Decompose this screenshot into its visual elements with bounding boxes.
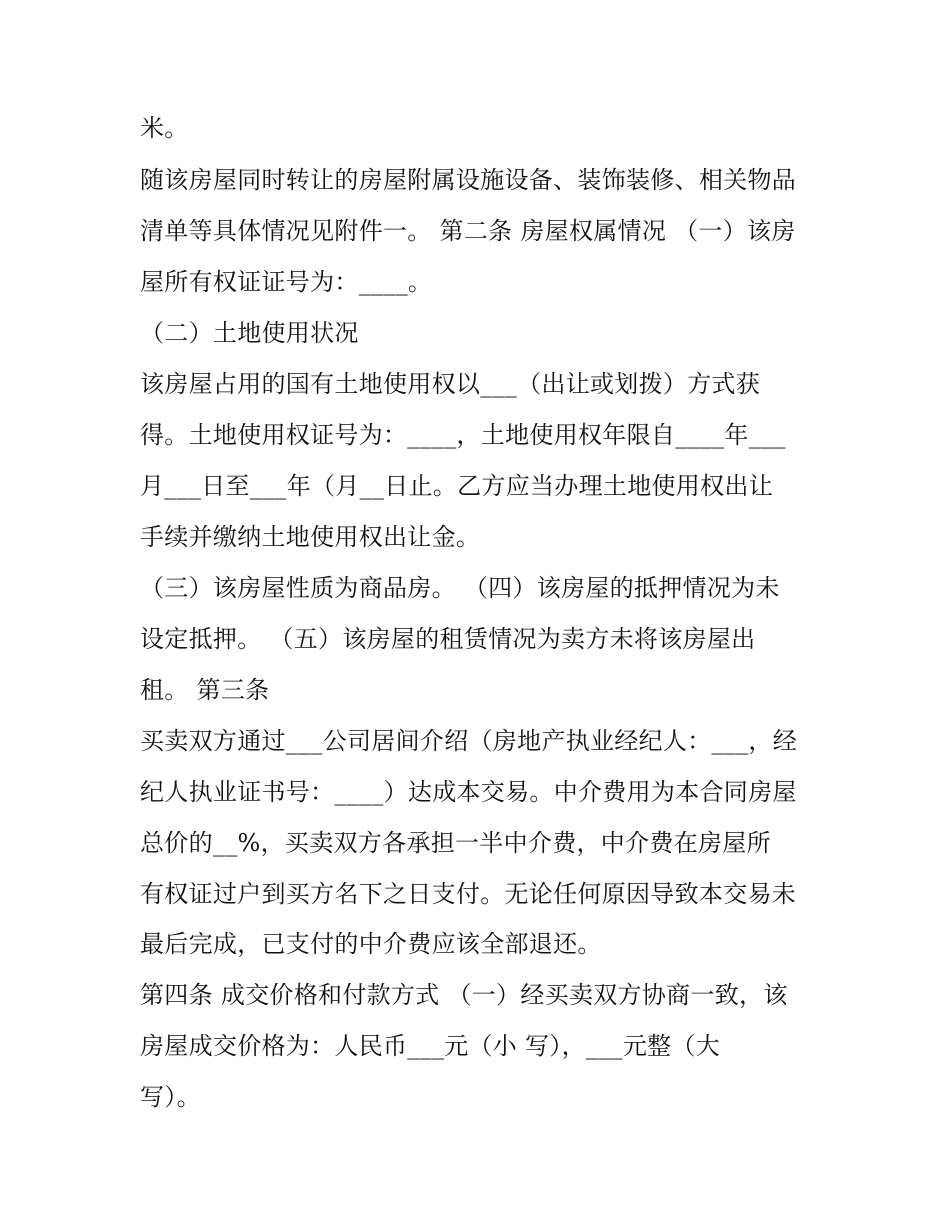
text-line: 写）。	[140, 1083, 201, 1111]
text-line: 米。	[140, 114, 189, 142]
text-line: 手续并缴纳土地使用权出让金。	[140, 523, 481, 551]
text-line: 清单等具体情况见附件一。 第二条 房屋权属情况 （一）该房	[140, 217, 796, 245]
text-line: （三）该房屋性质为商品房。 （四）该房屋的抵押情况为未	[140, 574, 780, 602]
text-line: 最后完成，已支付的中介费应该全部退还。	[140, 930, 602, 958]
text-line: 月___日至___年（月__日止。乙方应当办理土地使用权出让	[140, 472, 773, 500]
text-line: 屋所有权证证号为：____。	[140, 268, 433, 296]
text-line: 随该房屋同时转让的房屋附属设施设备、装饰装修、相关物品	[140, 166, 797, 194]
text-line: 买卖双方通过___公司居间介绍（房地产执业经纪人：___，经	[140, 727, 797, 755]
text-line: （二）土地使用状况	[140, 319, 359, 347]
text-line: 得。土地使用权证号为：____，土地使用权年限自____年___	[140, 421, 786, 449]
text-line: 有权证过户到买方名下之日支付。无论任何原因导致本交易未	[140, 880, 797, 908]
text-line: 该房屋占用的国有土地使用权以___（出让或划拨）方式获	[140, 370, 761, 398]
text-line: 设定抵押。 （五）该房屋的租赁情况为卖方未将该房屋出	[140, 625, 756, 653]
text-line: 纪人执业证书号：____）达成本交易。中介费用为本合同房屋	[140, 778, 797, 806]
text-line: 第四条 成交价格和付款方式 （一）经买卖双方协商一致，该	[140, 981, 788, 1009]
text-line: 总价的__%，买卖双方各承担一半中介费，中介费在房屋所	[140, 829, 771, 857]
text-line: 房屋成交价格为：人民币___元（小 写），___元整（大	[140, 1032, 721, 1060]
text-line: 租。 第三条	[140, 676, 270, 704]
